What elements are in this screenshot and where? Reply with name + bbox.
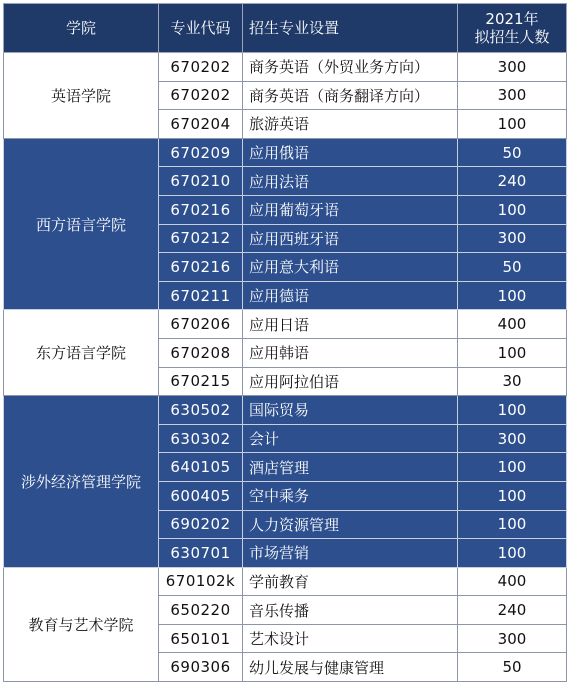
major-code-cell: 670102k (159, 567, 243, 596)
enrollment-plan-cell: 300 (458, 81, 567, 110)
major-code-cell: 630502 (159, 396, 243, 425)
enrollment-plan-cell: 240 (458, 596, 567, 625)
major-code-cell: 600405 (159, 481, 243, 510)
college-name-cell: 英语学院 (4, 53, 159, 139)
column-header-plan-year: 2021年 (485, 10, 539, 28)
enrollment-plan-cell: 400 (458, 567, 567, 596)
major-code-cell: 650220 (159, 596, 243, 625)
enrollment-plan-cell: 240 (458, 167, 567, 196)
major-code-cell: 670202 (159, 81, 243, 110)
major-code-cell: 670211 (159, 281, 243, 310)
major-code-cell: 670216 (159, 253, 243, 282)
enrollment-plan-cell: 30 (458, 367, 567, 396)
major-name-cell: 应用法语 (243, 167, 458, 196)
major-name-cell: 应用德语 (243, 281, 458, 310)
table-header-row (4, 4, 567, 53)
major-code-cell: 630302 (159, 424, 243, 453)
major-code-cell: 670212 (159, 224, 243, 253)
table-row (4, 310, 567, 339)
major-code-cell: 640105 (159, 453, 243, 482)
enrollment-plan-cell: 100 (458, 338, 567, 367)
table-row (4, 138, 567, 167)
major-name-cell: 旅游英语 (243, 110, 458, 139)
major-name-cell: 会计 (243, 424, 458, 453)
major-name-cell: 空中乘务 (243, 481, 458, 510)
college-name-cell: 西方语言学院 (4, 138, 159, 310)
column-header-code: 专业代码 (159, 4, 243, 53)
major-code-cell: 670206 (159, 310, 243, 339)
major-code-cell: 670204 (159, 110, 243, 139)
enrollment-plan-cell: 400 (458, 310, 567, 339)
college-name-cell: 东方语言学院 (4, 310, 159, 396)
enrollment-plan-cell: 100 (458, 281, 567, 310)
column-header-plan-label: 拟招生人数 (474, 28, 550, 46)
enrollment-plan-cell: 100 (458, 481, 567, 510)
enrollment-plan-cell: 100 (458, 396, 567, 425)
major-name-cell: 应用阿拉伯语 (243, 367, 458, 396)
major-name-cell: 音乐传播 (243, 596, 458, 625)
college-group (4, 53, 567, 139)
major-name-cell: 国际贸易 (243, 396, 458, 425)
table-row (4, 567, 567, 596)
major-code-cell: 670210 (159, 167, 243, 196)
college-group (4, 310, 567, 396)
column-header-college: 学院 (4, 4, 159, 53)
major-name-cell: 市场营销 (243, 539, 458, 568)
enrollment-plan-cell: 50 (458, 138, 567, 167)
major-name-cell: 学前教育 (243, 567, 458, 596)
major-code-cell: 670216 (159, 195, 243, 224)
enrollment-plan-cell: 50 (458, 253, 567, 282)
major-code-cell: 670209 (159, 138, 243, 167)
enrollment-plan-cell: 300 (458, 53, 567, 82)
major-name-cell: 应用韩语 (243, 338, 458, 367)
major-name-cell: 艺术设计 (243, 624, 458, 653)
enrollment-plan-cell: 100 (458, 453, 567, 482)
major-name-cell: 人力资源管理 (243, 510, 458, 539)
major-name-cell: 应用俄语 (243, 138, 458, 167)
column-header-major: 招生专业设置 (243, 4, 458, 53)
major-name-cell: 商务英语（外贸业务方向） (243, 53, 458, 82)
enrollment-plan-cell: 300 (458, 424, 567, 453)
major-code-cell: 690202 (159, 510, 243, 539)
major-name-cell: 应用葡萄牙语 (243, 195, 458, 224)
college-name-cell: 教育与艺术学院 (4, 567, 159, 681)
major-code-cell: 650101 (159, 624, 243, 653)
enrollment-plan-cell: 100 (458, 539, 567, 568)
enrollment-plan-cell: 100 (458, 195, 567, 224)
major-name-cell: 应用意大利语 (243, 253, 458, 282)
major-name-cell: 应用西班牙语 (243, 224, 458, 253)
major-code-cell: 690306 (159, 653, 243, 682)
major-code-cell: 630701 (159, 539, 243, 568)
column-header-plan (458, 4, 567, 53)
enrollment-table-container (3, 3, 567, 682)
major-code-cell: 670202 (159, 53, 243, 82)
major-name-cell: 酒店管理 (243, 453, 458, 482)
enrollment-plan-cell: 100 (458, 510, 567, 539)
enrollment-plan-cell: 50 (458, 653, 567, 682)
college-group (4, 138, 567, 310)
major-name-cell: 应用日语 (243, 310, 458, 339)
enrollment-plan-cell: 300 (458, 624, 567, 653)
table-row (4, 396, 567, 425)
major-code-cell: 670215 (159, 367, 243, 396)
enrollment-plan-cell: 300 (458, 224, 567, 253)
major-code-cell: 670208 (159, 338, 243, 367)
table-row (4, 53, 567, 82)
major-name-cell: 商务英语（商务翻译方向） (243, 81, 458, 110)
enrollment-table (3, 3, 567, 682)
major-name-cell: 幼儿发展与健康管理 (243, 653, 458, 682)
enrollment-plan-cell: 100 (458, 110, 567, 139)
college-group (4, 567, 567, 681)
college-name-cell: 涉外经济管理学院 (4, 396, 159, 568)
college-group (4, 396, 567, 568)
